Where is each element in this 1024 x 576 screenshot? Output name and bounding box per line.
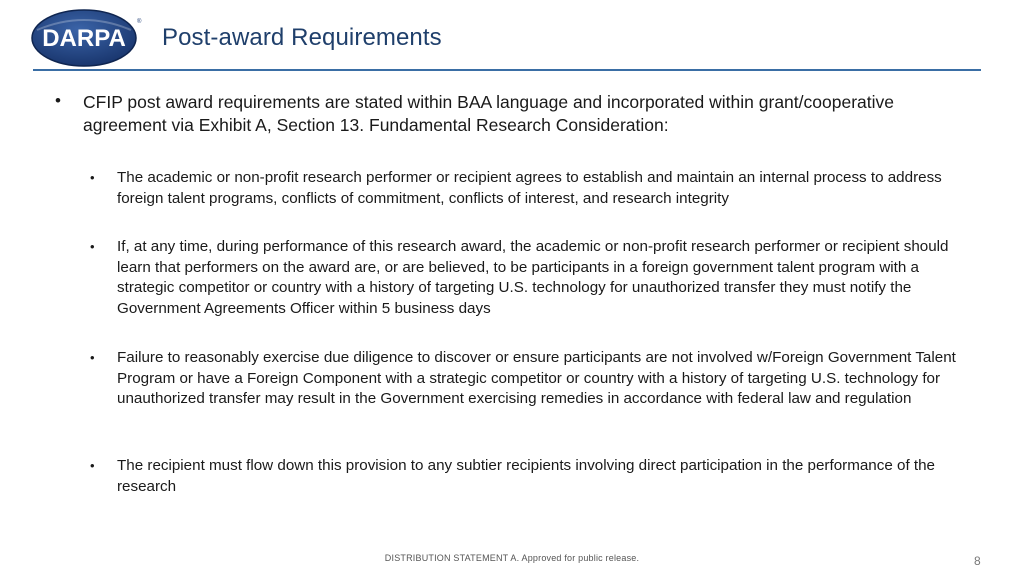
sub-bullet-text: If, at any time, during performance of this research award, the academic or non-profit research performer or recipient should learn that performers on the award are, or are believed, to be participants in a foreign government talent program with a strategic competitor or country with a history of targeting U.S. technology for unauthorized transfer they must notify the Government Agreements Officer within 5 business days bbox=[117, 238, 949, 317]
bullet-marker: • bbox=[55, 91, 61, 110]
main-bullet bbox=[55, 91, 915, 137]
header-divider bbox=[33, 69, 981, 71]
bullet-marker: • bbox=[90, 239, 95, 254]
bullet-marker: • bbox=[90, 170, 95, 185]
sub-bullet-text: The academic or non-profit research performer or recipient agrees to establish and maintain an internal process to address foreign talent programs, conflicts of commitment, conflicts of interest, and research integrity bbox=[117, 169, 942, 207]
sub-bullet bbox=[90, 456, 980, 497]
page-title: Post-award Requirements bbox=[162, 24, 442, 51]
bullet-marker: • bbox=[90, 350, 95, 365]
sub-bullet bbox=[90, 348, 980, 410]
sub-bullet-text: Failure to reasonably exercise due diligence to discover or ensure participants are not involved w/Foreign Government Talent Program or have a Foreign Component with a strategic competitor or country with a history of targeting U.S. technology for unauthorized transfer may result in the Government exercising remedies in accordance with federal law and regulation bbox=[117, 349, 956, 407]
logo-text: DARPA bbox=[42, 25, 126, 52]
sub-bullet-text: The recipient must flow down this provision to any subtier recipients involving direct participation in the performance of the research bbox=[117, 457, 936, 495]
sub-bullet bbox=[90, 237, 980, 319]
darpa-logo bbox=[31, 8, 143, 68]
main-bullet-text: CFIP post award requirements are stated within BAA language and incorporated within grant/cooperative agreement via Exhibit A, Section 13. Fundamental Research Consideration: bbox=[83, 92, 894, 135]
bullet-marker: • bbox=[90, 458, 95, 473]
sub-bullet bbox=[90, 168, 980, 209]
svg-text:®: ® bbox=[137, 19, 142, 25]
page-number: 8 bbox=[974, 554, 981, 568]
distribution-statement: DISTRIBUTION STATEMENT A. Approved for public release. bbox=[384, 553, 640, 563]
